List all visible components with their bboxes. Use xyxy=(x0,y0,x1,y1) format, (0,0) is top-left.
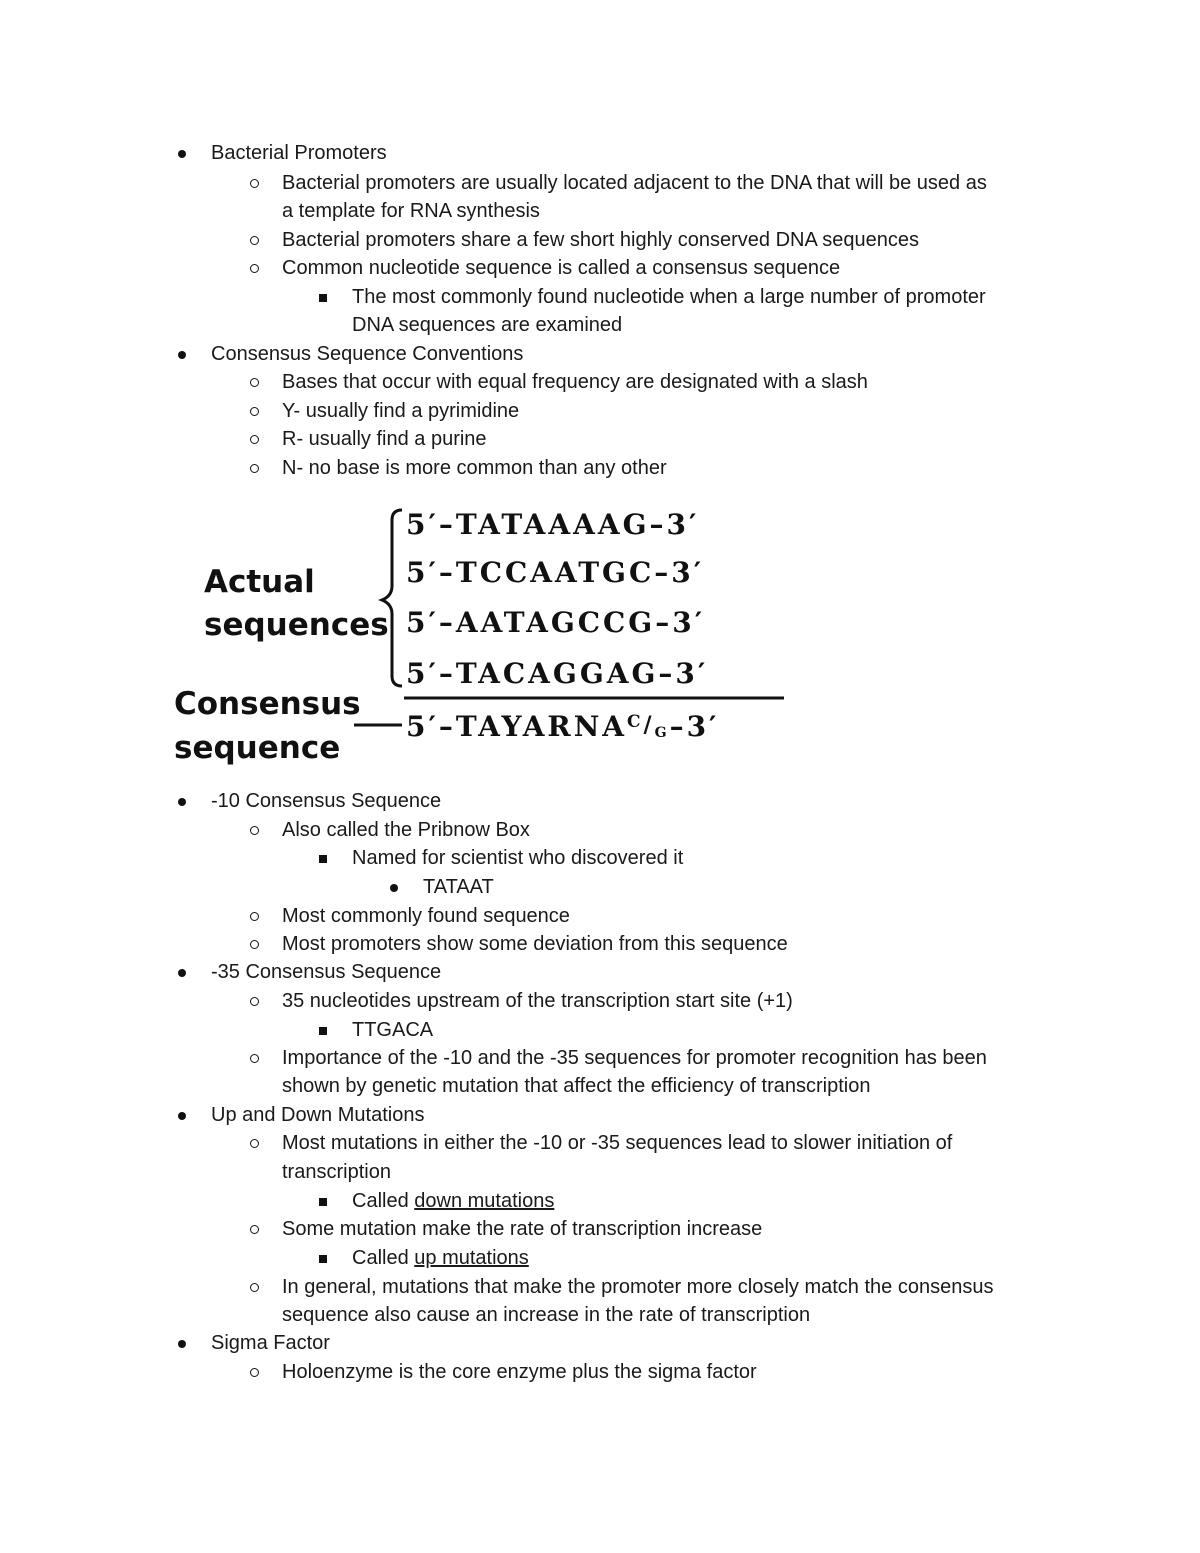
list-item: Bacterial promoters share a few short highly conserved DNA sequences xyxy=(282,226,919,255)
actual-sequences-label: Actual xyxy=(204,564,315,600)
consensus-sequence-label: Consensus xyxy=(174,686,361,722)
actual-sequence-1: 5′–TATAAAAG–3′ xyxy=(406,508,700,541)
bullet-bacterial-promoters: Bacterial Promoters xyxy=(211,139,387,168)
bullet-dot-icon xyxy=(178,969,186,977)
list-item: The most commonly found nucleotide when a large number of promoter xyxy=(352,283,986,312)
list-item: Importance of the -10 and the -35 sequences for promoter recognition has been xyxy=(282,1044,987,1073)
list-item-continuation: sequence also cause an increase in the rate of transcription xyxy=(282,1304,811,1326)
bullet-up-down-mutations: Up and Down Mutations xyxy=(211,1101,424,1130)
list-item: TTGACA xyxy=(352,1016,433,1045)
actual-sequences-label: sequences xyxy=(204,607,389,643)
bullet-circle-icon xyxy=(250,435,259,444)
list-item: Most promoters show some deviation from this sequence xyxy=(282,930,788,959)
bullet-dot-icon xyxy=(178,798,186,806)
bullet-dot-icon xyxy=(178,1112,186,1120)
bullet-circle-icon xyxy=(250,1225,259,1234)
list-item: N- no base is more common than any other xyxy=(282,454,667,483)
list-item: Bases that occur with equal frequency are designated with a slash xyxy=(282,368,868,397)
list-item: Bacterial promoters are usually located adjacent to the DNA that will be used as xyxy=(282,169,987,198)
bullet-circle-icon xyxy=(250,1054,259,1063)
list-item-continuation: a template for RNA synthesis xyxy=(282,200,540,222)
consensus-sequence-figure xyxy=(168,498,808,782)
bullet-square-icon xyxy=(319,855,327,863)
bullet-circle-icon xyxy=(250,1139,259,1148)
list-item-continuation: DNA sequences are examined xyxy=(352,314,623,336)
consensus-sequence: $5'-TAYARNA^C/G-3'$ xyxy=(406,710,720,743)
bullet-circle-icon xyxy=(250,179,259,188)
bullet-circle-icon xyxy=(250,378,259,387)
bullet-circle-icon xyxy=(250,912,259,921)
bullet-dot-icon xyxy=(178,351,186,359)
bullet-square-icon xyxy=(319,1255,327,1263)
bullet-minus10-consensus: -10 Consensus Sequence xyxy=(211,787,441,816)
bullet-circle-icon xyxy=(250,940,259,949)
list-item: Y- usually find a pyrimidine xyxy=(282,397,519,426)
actual-sequence-2: 5′–TCCAATGC–3′ xyxy=(406,556,705,589)
list-item: Called up mutations xyxy=(352,1244,529,1273)
bullet-circle-icon xyxy=(250,407,259,416)
bullet-circle-icon xyxy=(250,464,259,473)
list-item: Also called the Pribnow Box xyxy=(282,816,530,845)
bullet-minus35-consensus: -35 Consensus Sequence xyxy=(211,958,441,987)
bullet-circle-icon xyxy=(250,1368,259,1377)
bullet-square-icon xyxy=(319,1198,327,1206)
list-item: Common nucleotide sequence is called a consensus sequence xyxy=(282,254,840,283)
actual-sequence-3: 5′–AATAGCCG–3′ xyxy=(406,606,706,639)
bullet-dot-icon xyxy=(178,1340,186,1348)
bullet-circle-icon xyxy=(250,997,259,1006)
bullet-square-icon xyxy=(319,294,327,302)
bullet-sigma-factor: Sigma Factor xyxy=(211,1329,330,1358)
list-item: R- usually find a purine xyxy=(282,425,487,454)
bullet-circle-icon xyxy=(250,264,259,273)
list-item: Most mutations in either the -10 or -35 sequences lead to slower initiation of xyxy=(282,1129,952,1158)
up-mutations-term: up mutations xyxy=(414,1247,529,1269)
list-item: 35 nucleotides upstream of the transcription start site (+1) xyxy=(282,987,793,1016)
bullet-dot-icon xyxy=(390,884,398,892)
list-item: In general, mutations that make the promoter more closely match the consensus xyxy=(282,1273,993,1302)
list-item: Holoenzyme is the core enzyme plus the sigma factor xyxy=(282,1358,757,1387)
bullet-dot-icon xyxy=(178,150,186,158)
list-item: Most commonly found sequence xyxy=(282,902,570,931)
list-item-continuation: transcription xyxy=(282,1161,391,1183)
down-mutations-term: down mutations xyxy=(414,1190,555,1212)
actual-sequence-4: 5′–TACAGGAG–3′ xyxy=(406,657,709,690)
list-item-continuation: shown by genetic mutation that affect the efficiency of transcription xyxy=(282,1075,871,1097)
bullet-circle-icon xyxy=(250,236,259,245)
list-item: Named for scientist who discovered it xyxy=(352,844,683,873)
consensus-sequence-label: sequence xyxy=(174,730,341,766)
bullet-circle-icon xyxy=(250,826,259,835)
brace-icon xyxy=(382,510,402,686)
bullet-consensus-conventions: Consensus Sequence Conventions xyxy=(211,340,523,369)
list-item: Called down mutations xyxy=(352,1187,554,1216)
list-item: Some mutation make the rate of transcription increase xyxy=(282,1215,762,1244)
list-item: TATAAT xyxy=(423,873,494,902)
bullet-circle-icon xyxy=(250,1283,259,1292)
bullet-square-icon xyxy=(319,1027,327,1035)
